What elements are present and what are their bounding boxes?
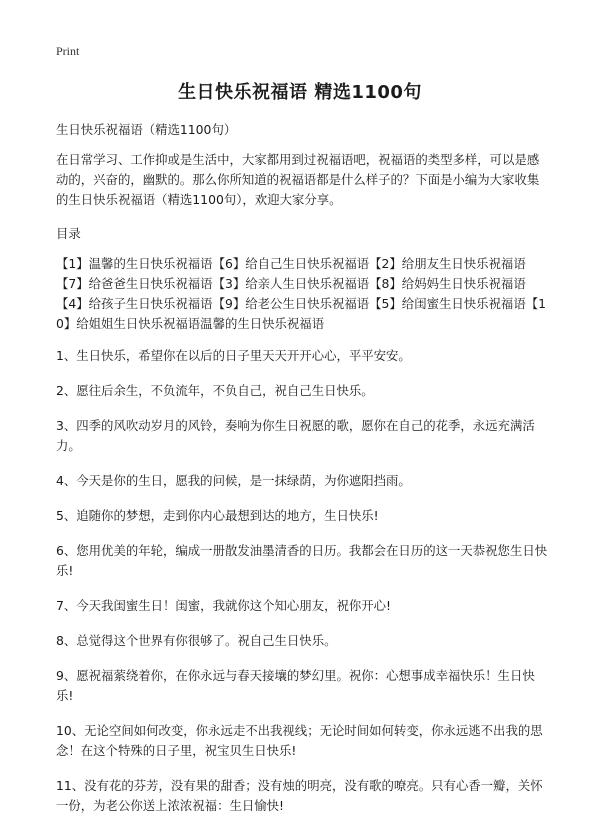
toc-heading: 目录 bbox=[56, 226, 81, 241]
wish-item: 9、愿祝福萦绕着你，在你永远与春天接壤的梦幻里。祝你：心想事成幸福快乐！生日快乐! bbox=[56, 668, 535, 703]
wish-item: 4、今天是你的生日，愿我的问候，是一抹绿荫，为你遮阳挡雨。 bbox=[56, 473, 411, 488]
intro-paragraph: 在日常学习、工作抑或是生活中，大家都用到过祝福语吧，祝福语的类型多样，可以是感动的，兴奋的，幽默的。那么你所知道的祝福语都是什么样子的？下面是小编为大家收集的生日快乐祝福语（精选1100句），欢迎大家分享。 bbox=[56, 152, 540, 207]
wish-item: 2、愿往后余生，不负流年，不负自己，祝自己生日快乐。 bbox=[56, 383, 374, 398]
wish-item: 8、总觉得这个世界有你很够了。祝自己生日快乐。 bbox=[56, 633, 337, 648]
wish-item: 3、四季的风吹动岁月的风铃，奏响为你生日祝愿的歌，愿你在自己的花季，永远充满活力。 bbox=[56, 418, 535, 453]
wish-item: 10、无论空间如何改变，你永远走不出我视线；无论时间如何转变，你永远逃不出我的思念！在这个特殊的日子里，祝宝贝生日快乐! bbox=[56, 723, 543, 758]
wish-item: 1、生日快乐，希望你在以后的日子里天天开开心心，平平安安。 bbox=[56, 348, 411, 363]
subtitle: 生日快乐祝福语（精选1100句） bbox=[56, 122, 237, 137]
wish-item: 11、没有花的芬芳，没有果的甜香；没有烛的明亮，没有歌的嘹亮。只有心香一瓣，关怀一份，为老公你送上浓浓祝福：生日愉快! bbox=[56, 778, 543, 813]
table-of-contents: 【1】温馨的生日快乐祝福语【6】给自己生日快乐祝福语【2】给朋友生日快乐祝福语【7】给爸爸生日快乐祝福语【3】给亲人生日快乐祝福语【8】给妈妈生日快乐祝福语【4】给孩子生日快乐祝福语【9】给老公生日快乐祝福语【5】给闺蜜生日快乐祝福语【10】给姐姐生日快乐祝福语温馨的生日快乐祝福语 bbox=[56, 256, 546, 331]
document-body bbox=[56, 120, 548, 831]
wish-item: 6、您用优美的年轮，编成一册散发油墨清香的日历。我都会在日历的这一天恭祝您生日快乐! bbox=[56, 543, 548, 578]
wish-item: 5、追随你的梦想，走到你内心最想到达的地方，生日快乐! bbox=[56, 508, 379, 523]
wish-item: 7、今天我闺蜜生日！闺蜜，我就你这个知心朋友，祝你开心! bbox=[56, 598, 392, 613]
wish-list bbox=[56, 346, 548, 816]
print-link[interactable]: Print bbox=[56, 44, 80, 58]
document-title: 生日快乐祝福语 精选1100句 bbox=[178, 82, 422, 103]
